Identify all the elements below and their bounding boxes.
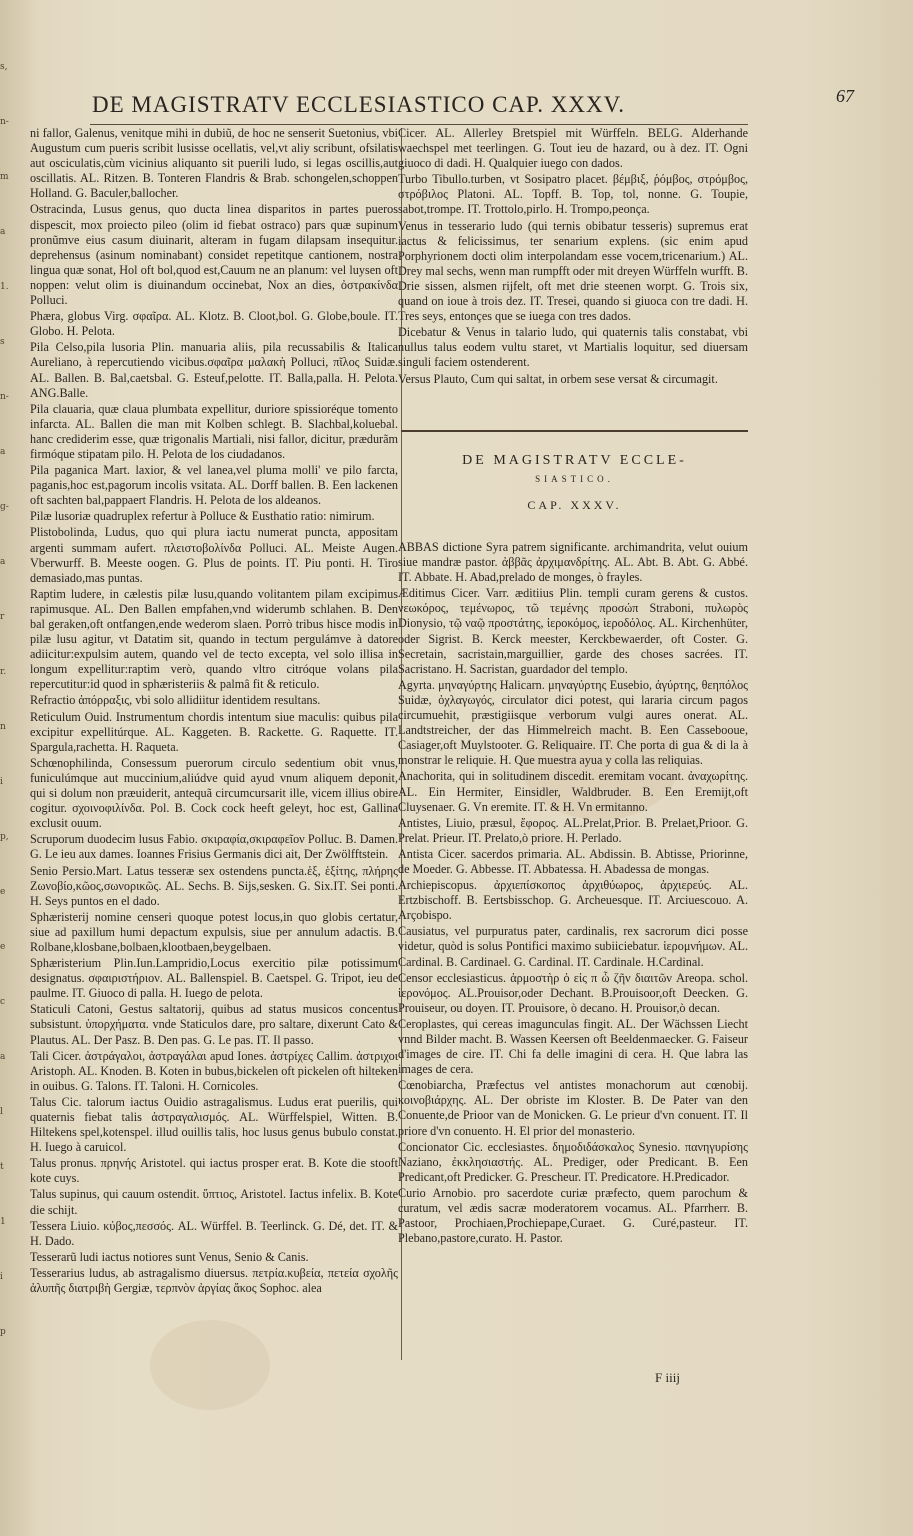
chapter-separator-rule	[401, 430, 748, 432]
previous-page-margin	[0, 60, 22, 1460]
margin-fragment: n-	[0, 392, 9, 402]
right-column-lower	[398, 540, 748, 1247]
margin-fragment: l	[0, 1107, 3, 1117]
dictionary-entry: Ceroplastes, qui cereas imagunculas fingit. AL. Der Wächssen Liecht vnnd Bilder macht. B. Wassen Keersen oft Beeldenmaecker. G. Faiseur d'images de cire. IT. Chi fa delle imagini di cera. H. Que labra las images de cera.	[398, 1016, 748, 1077]
dictionary-entry: Causiatus, vel purpuratus pater, cardinalis, rex sacrorum dici posse videtur, quòd is solus Pontifici maximo subiiciebatur. ἱερομνήμων. AL. Cardinal. B. Cardinael. G. Cardinal. IT. Cardinale. H.Cardinal.	[398, 924, 748, 969]
dictionary-entry: Censor ecclesiasticus. ἀρμοστὴρ ὁ εἰς π ὧ ζῆν διαιτῶν Areopa. schol. ἱερονόμος. AL.Prouisor,oder Dechant. B.Prouisoor,oft Deecken. G. Prouiseur, ou doyen. IT. Prouisore, ò decano. H. Prouisor,ò decan.	[398, 970, 748, 1015]
dictionary-entry: Æditimus Cicer. Varr. æditiius Plin. templi curam gerens & custos. νεωκόρος, τεμένωρος, τῶ τεμένης προσώπ Straboni, πυλωρὸς Dionysio, τῷ ναῷ προστάτης, ἱεροκόμος, ἱεροδόλος. AL. Kirchenhüter, oder Sigrist. B. Kerck meester, Kerckbewaerder, oft Coster. G. Secretain, sacristain,marguillier, garde des choses sacrées. IT. Sacristano. H. Sacristan, guardador del templo.	[398, 586, 748, 676]
margin-fragment: p	[0, 1327, 6, 1337]
right-column-top	[398, 126, 748, 388]
page-number: 67	[836, 86, 854, 106]
dictionary-entry: Tali Cicer. ἀστράγαλοι, ἀστραγάλαι apud Iones. ἀστρίχες Callim. ἀστριχοι Aristoph. AL. Knoden. B. Koten in bubus,bickelen oft pickelen oft hilteken in ouibus. G. Talons. IT. Taloni. H. Cornicoles.	[30, 1048, 398, 1093]
dictionary-entry: Venus in tesserario ludo (qui ternis obibatur tesseris) supremus erat iactus & felicissimus, ter senarium explens. (sic enim apud Porphyrionem docti olim interpolandam esse vocem,tricenarium.) AL. Drey mal sechs, wenn man rumpfft oder mit dreyen Würffeln wurfft. B. Drie sissen, alsmen rijfelt, oft met drie steenen worpt. G. Trois six, quand on ioue à trois dez. IT. Tresei, quando si giuoca con tre dadi. H. Tres seys, entonçes que se iuega con tres dados.	[398, 218, 748, 324]
dictionary-entry: Sphæristerium Plin.Iun.Lampridio,Locus exercitio pilæ potissimum designatus. σφαιριστήριον. AL. Ballenspiel. B. Caetspel. G. Tripot, ieu de paulme. IT. Giuoco di palla. H. Iuego de pelota.	[30, 956, 398, 1001]
dictionary-entry: Dicebatur & Venus in talario ludo, qui quaternis talis constabat, vbi nullus talus eodem vultu staret, vt Martialis loquitur, sed diuersam singuli faciem ostenderent.	[398, 325, 748, 370]
dictionary-entry: Anachorita, qui in solitudinem discedit. eremitam vocant. ἀναχωρίτης. AL. Ein Hermiter, Einsidler, Waldbruder. B. Een Eremijt,oft Cluysenaer. G. Vn eremite. IT. & H. Vn ermitanno.	[398, 769, 748, 814]
margin-fragment: a	[0, 1052, 6, 1062]
chapter-title: DE MAGISTRATV ECCLE-	[462, 453, 687, 468]
dictionary-entry: Turbo Tibullo.turben, vt Sosipatro placet. βέμβιξ, ῥόμβος, στρόμβος, στρόβιλος Platoni. AL. Topff. B. Top, tol, nonne. G. Toupie, sabot,trompe. IT. Trottolo,pirlo. H. Trompo,peonça.	[398, 172, 748, 217]
dictionary-entry: Plistobolinda, Ludus, quo qui plura iactu numerat puncta, appositam argenti summam aufert. πλειστοβολίνδα Polluci. AL. Meiste Augen. Vberwurff. B. Meeste oogen. G. Plus de points. IT. Piu ponti. H. Tiro demasiado,mas puntas.	[30, 525, 398, 585]
margin-fragment: r	[0, 612, 5, 622]
dictionary-entry: Scruporum duodecim lusus Fabio. σκιραφία,σκιραφεῖον Polluc. B. Damen. G. Le ieu aux dames. Ioannes Frisius Germanis dici ait, Der Zwölfftstein.	[30, 832, 398, 862]
dictionary-entry: Pila clauaria, quæ claua plumbata expellitur, duriore spissioréque tomento infarcta. AL. Ballen die man mit Kolben schlegt. B. Slachbal,koluebal. hanc crediderim esse, quæ trigonalis Martiali, nisi fallor, dicitur, prædurãm firmóque stipatam pilo. H. Pelota de los ciudadanos.	[30, 401, 398, 461]
dictionary-entry: Senio Persio.Mart. Latus tesseræ sex ostendens puncta.ἑξ, ἑξίτης, πλήρης Ζωνοβίο,κῶος,σωνορικῶς. AL. Sechs. B. Sijs,sesken. G. Six.IT. Sei ponti. H. Seys puntos en el dado.	[30, 863, 398, 908]
dictionary-entry: Tesserarius ludus, ab astragalismo diuersus. πετρία.κυβεία, πετεία σχολῆς ἀλυπῆς διατριβὴ Gergiæ, τερπνὸν ἀργίας ἄκος Sophoc. alea	[30, 1265, 398, 1296]
dictionary-entry: Sphæristerij nomine censeri quoque potest locus,in quo globis certatur, siue ad paxillum humi depactum expulsis, siue per annulum adactis. B. Rolbane,klosbane,bolbaen,klootbaen,beygelbaen.	[30, 909, 398, 954]
margin-fragment: a	[0, 447, 6, 457]
margin-fragment: g-	[0, 502, 9, 512]
dictionary-entry: Tesserarũ ludi iactus notiores sunt Venus, Senio & Canis.	[30, 1249, 309, 1264]
dictionary-entry: Pila Celso,pila lusoria Plin. manuaria aliis, pila recussabilis & Italica Aureliano, à repercutiendo vicibus.σφαῖρα μαλακὴ Polluci, πῖλος Suidæ. AL. Ballen. B. Bal,caetsbal. G. Esteuf,pelotte. IT. Balla,palla. H. Pelota. ANG.Balle.	[30, 340, 398, 400]
dictionary-entry: Pilæ lusoriæ quadruplex refertur à Polluce & Eusthatio ratio: nimirum.	[30, 509, 375, 524]
margin-fragment: 1.	[0, 282, 9, 292]
margin-fragment: c	[0, 997, 6, 1007]
dictionary-entry: ABBAS dictione Syra patrem significante. archimandrita, velut ouium siue mandræ pastor. ἀββᾶς ἀρχιμανδρίτης. AL. Abt. B. Abt. G. Abbé. IT. Abbate. H. Abad,prelado de monges, ò frayles.	[398, 540, 748, 585]
dictionary-entry: Concionator Cic. ecclesiastes. δημοδιδάσκαλος Synesio. πανηγυρίσης Naziano, ἐκκλησιαστής. AL. Prediger, oder Predicant. B. Een Predicant,oft Predicker. G. Prescheur. IT. Predicatore. H.Predicador.	[398, 1139, 748, 1184]
margin-fragment: n	[0, 722, 6, 732]
dictionary-entry: Raptim ludere, in cælestis pilæ lusu,quando volitantem pilam excipimus rapimusque. AL. Den Ballen empfahen,vnd widerumb schlahen. B. Den bal geraken,oft ontfangen,ende wederom slaen. Porrò tribus hisce modis in pilæ lusu agitur, vt Datatim sit, quando in tectum pergulámve à datore adiicitur:expulsim autem, quando vel de tecto excepta, vel solo illisa in longum expellitur:raptim verò, quando vltro citróque volans pila repercutitur:id quod in sphæristeriis & palmâ fit & reticulo.	[30, 586, 398, 692]
margin-fragment: n-	[0, 117, 9, 127]
margin-fragment: i	[0, 1272, 3, 1282]
margin-fragment: s	[0, 337, 5, 347]
dictionary-entry: Refractio ἀπόρραξις, vbi solo allidiitur identidem resultans.	[30, 693, 321, 708]
dictionary-entry: Curio Arnobio. pro sacerdote curiæ præfecto, quem parochum & curatum, vel ædis sacræ moderatorem vocamus. AL. Pfarrherr. B. Pastoor, Prochiaen,Prochiepape,Curaet. G. Curé,pasteur. IT. Plebano,pastore,curato. H. Pastor.	[398, 1185, 748, 1246]
margin-fragment: a	[0, 557, 6, 567]
dictionary-entry: ni fallor, Galenus, venitque mihi in dubiũ, de hoc ne senserit Suetonius, vbi Augustum cum pueris scribit lusisse ocellatis, vel,vt aliy scribunt, ofsilatis aut osciculatis,cùm vicinius aliquanto sit puerili ludo, si legas oscillis,aut oscillatis. AL. Ritzen. B. Tonteren Flandris & Brab. schongelen,schoppen Holland. G. Baculer,ballocher.	[30, 126, 398, 201]
chapter-subtitle: SIASTICO.	[535, 474, 614, 484]
dictionary-entry: Phæra, globus Virg. σφαῖρα. AL. Klotz. B. Cloot,bol. G. Globe,boule. IT. Globo. H. Pelota.	[30, 309, 398, 339]
margin-fragment: p,	[0, 832, 9, 842]
dictionary-entry: Tessera Liuio. κύβος,πεσσός. AL. Würffel. B. Teerlinck. G. Dé, det. IT. & H. Dado.	[30, 1218, 398, 1248]
margin-fragment: i	[0, 777, 3, 787]
running-head: DE MAGISTRATV ECCLESIASTICO CAP. XXXV.	[92, 92, 625, 117]
dictionary-entry: Reticulum Ouid. Instrumentum chordis intentum siue maculis: quibus pila excipitur expellitúrque. AL. Kaggeten. B. Rackette. G. Raquette. IT. Spargula,rachetta. H. Raqueta.	[30, 709, 398, 754]
dictionary-entry: Ostracinda, Lusus genus, quo ducta linea disparitos in partes pueros dispescit, mox proiecto pileo (olim id fiebat ostraco) pars quæ supinum pronũmve eius casum diuinarit, alteram in fugam dilapsam insequitur. deprehensus (asinum nominabant) considet repetitque cantionem, nostra lingua quæ sonat, Hol oft bol,quod est,Cauum ne an planum: vel luysen oft noppen: velut olim is diuinandum occinebat, Nox an dies, ὀστρακίνδα Polluci.	[30, 202, 398, 308]
dictionary-entry: Schœnophilinda, Consessum puerorum circulo sedentium obit vnus, funiculúmque aut muccinium,aliúdve quid ayud vnum aliquem deponit, qui si dolum non præuiderit, antequã circumcursarit ille, vicem illius obire cogitur. σχοινοφιλίνδα. Pol. B. Cock cock heeft geleyt, hoc est, Gallina exclusit ouum.	[30, 755, 398, 831]
margin-fragment: 1	[0, 1217, 6, 1227]
margin-fragment: s,	[0, 62, 8, 72]
dictionary-entry: Cicer. AL. Allerley Bretspiel mit Würffeln. BELG. Alderhande waechspel met teerlingen. G. Tout ieu de hazard, ou à dez. IT. Ogni giuoco di dadi. H. Qualquier iuego con dados.	[398, 126, 748, 171]
dictionary-entry: Antista Cicer. sacerdos primaria. AL. Abdissin. B. Abtisse, Priorinne, de Moeder. G. Abbesse. IT. Abbatessa. H. Abadessa de mongas.	[398, 846, 748, 876]
dictionary-entry: Archiepiscopus. ἀρχιεπίσκοπος ἀρχιθύωρος, ἀρχιερεύς. AL. Ertzbischoff. B. Eertsbisschop. G. Archeuesque. IT. Arciuescouo. A. Arçobispo.	[398, 878, 748, 923]
dictionary-entry: Talus pronus. πρηνής Aristotel. qui iactus prosper erat. B. Kote die stooft kote cuys.	[30, 1156, 398, 1186]
margin-fragment: a	[0, 227, 6, 237]
margin-fragment: r.	[0, 667, 7, 677]
chapter-number: CAP. XXXV.	[527, 498, 622, 512]
margin-fragment: e	[0, 942, 6, 952]
dictionary-entry: Talus supinus, qui cauum ostendit. ὕπτιος, Aristotel. Iactus infelix. B. Kote die schijt.	[30, 1187, 398, 1217]
header-rule	[90, 124, 748, 125]
dictionary-entry: Staticuli Catoni, Gestus saltatorij, quibus ad status musicos concentus subsistunt. ὑπορχήματα. vnde Staticulos dare, pro saltare, dixerunt Cato & Plautus. AL. Der Pasz. B. Den pas. G. Le pas. IT. Il passo.	[30, 1002, 398, 1047]
dictionary-entry: Talus Cic. talorum iactus Ouidio astragalismus. Ludus erat puerilis, qui quaternis fiebat talis ἀστραγαλισμός. AL. Würffelspiel, Witten. B. Hiltekens spel,kotenspel. illud ouillis talis, hoc lusus genus bubulo constat. H. Iuego à caruicol.	[30, 1094, 398, 1155]
left-column	[30, 126, 398, 1297]
dictionary-entry: Versus Plauto, Cum qui saltat, in orbem sese versat & circumagit.	[398, 371, 718, 386]
margin-fragment: t	[0, 1162, 4, 1172]
margin-fragment: e	[0, 887, 6, 897]
dictionary-entry: Cœnobiarcha, Præfectus vel antistes monachorum aut cœnobij. κοινοβιάρχης. AL. Der obriste im Kloster. B. De Pater van den Conuente,de Prioor van de Monicken. G. Le prieur d'vn conuent. IT. Il priore d'vn conuento. H. El prior del monasterio.	[398, 1078, 748, 1138]
signature-mark: F iiij	[655, 1370, 680, 1385]
dictionary-entry: Antistes, Liuio, præsul, ἔφορος. AL.Prelat,Prior. B. Prelaet,Prioor. G. Prelat. Prieur. IT. Prelato,ò priore. H. Perlado.	[398, 815, 748, 845]
dictionary-entry: Pila paganica Mart. laxior, & vel lanea,vel pluma molli' ve pilo farcta, paganis,hoc est,pagorum incolis vsitata. AL. Dorff ballen. B. Een lackenen oft sachten bal,pappaert Flandris. H. Pelota de los aldeanos.	[30, 463, 398, 508]
margin-fragment: m	[0, 172, 9, 182]
paper-stain	[150, 1320, 270, 1410]
dictionary-entry: Agyrta. μηναγύρτης Halicarn. μηναγύρτης Eusebio, ἀγύρτης, θεηπόλος Suidæ, ὀχλαγωγός, circulator dici potest, qui lararia circum pagos circumuehit, præstigiisque verborum vulgi aures onerat. AL. Landtstreicher, der das Himmelreich macht. B. Een Cassebooue, Casiager,oft Muylstooter. G. Reliquaire. IT. Che porta di gua & di la à monstrar le reliquie. H. Que muestra ayua y colla las reliquias.	[398, 677, 748, 768]
